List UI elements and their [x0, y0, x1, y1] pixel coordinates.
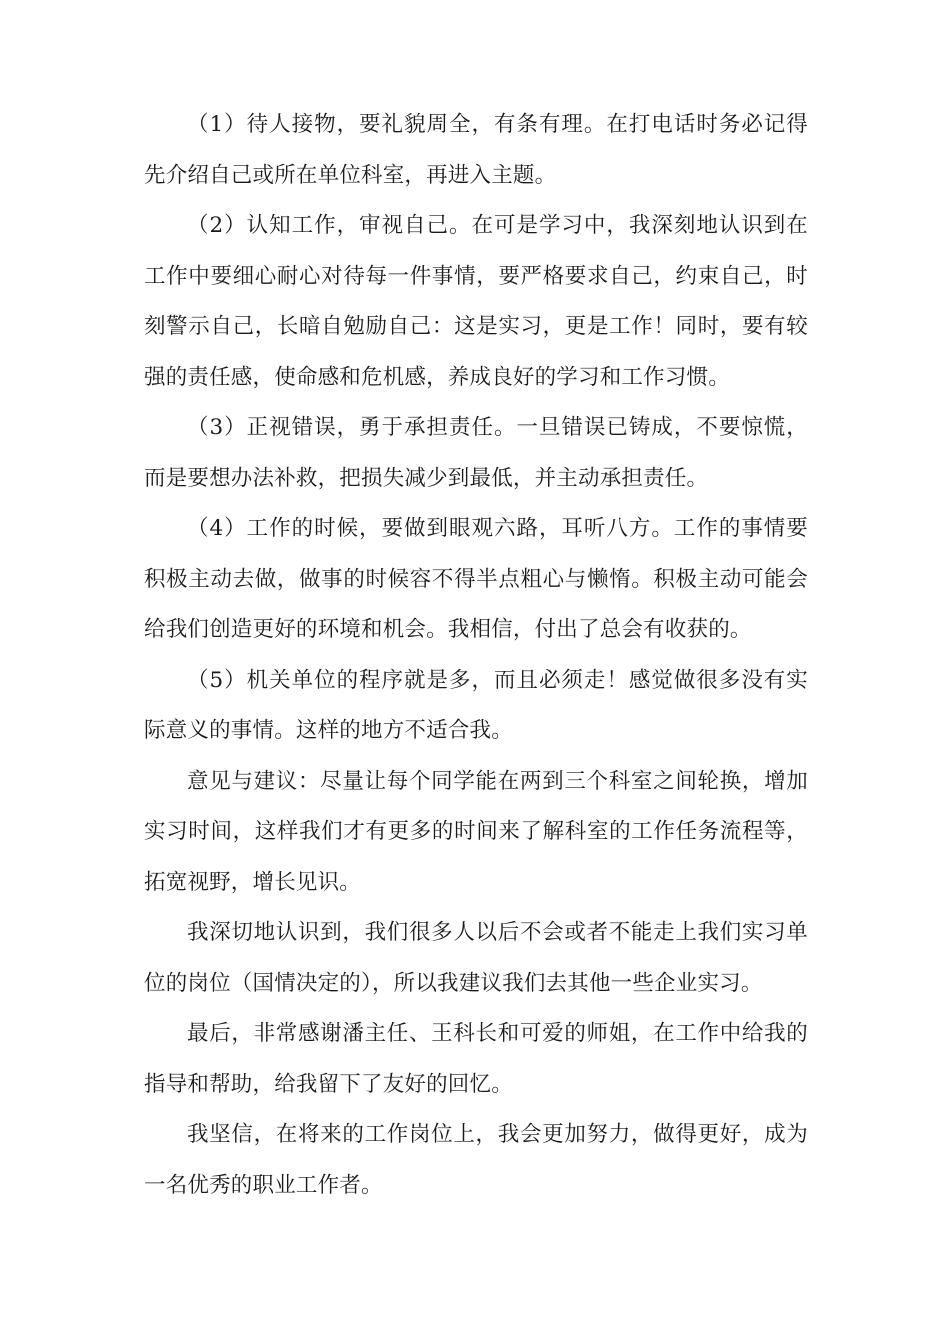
- paragraph-3: （3）正视错误，勇于承担责任。一旦错误已铸成，不要惊慌，而是要想办法补救，把损失减少到最低，并主动承担责任。: [144, 415, 808, 491]
- paragraph-1: （1）待人接物，要礼貌周全，有条有理。在打电话时务必记得先介绍自己或所在单位科室，再进入主题。: [144, 112, 808, 188]
- paragraph-realization: 我深切地认识到，我们很多人以后不会或者不能走上我们实习单位的岗位（国情决定的），所以我建议我们去其他一些企业实习。: [144, 920, 808, 996]
- paragraph-thanks: 最后，非常感谢潘主任、王科长和可爱的师姐，在工作中给我的指导和帮助，给我留下了友好的回忆。: [144, 1021, 808, 1097]
- paragraph-5: （5）机关单位的程序就是多，而且必须走！感觉做很多没有实际意义的事情。这样的地方不适合我。: [144, 667, 808, 743]
- paragraph-4: （4）工作的时候，要做到眼观六路，耳听八方。工作的事情要积极主动去做，做事的时候容不得半点粗心与懒惰。积极主动可能会给我们创造更好的环境和机会。我相信，付出了总会有收获的。: [144, 516, 808, 642]
- document-page: [144, 100, 808, 1211]
- paragraph-suggestions: 意见与建议：尽量让每个同学能在两到三个科室之间轮换，增加实习时间，这样我们才有更多的时间来了解科室的工作任务流程等，拓宽视野，增长见识。: [144, 768, 808, 895]
- paragraph-conclusion: 我坚信，在将来的工作岗位上，我会更加努力，做得更好，成为一名优秀的职业工作者。: [144, 1122, 808, 1198]
- paragraph-2: （2）认知工作，审视自己。在可是学习中，我深刻地认识到在工作中要细心耐心对待每一件事情，要严格要求自己，约束自己，时刻警示自己，长暗自勉励自己：这是实习，更是工作！同时，要有较强的责任感，使命感和危机感，养成良好的学习和工作习惯。: [144, 213, 808, 390]
